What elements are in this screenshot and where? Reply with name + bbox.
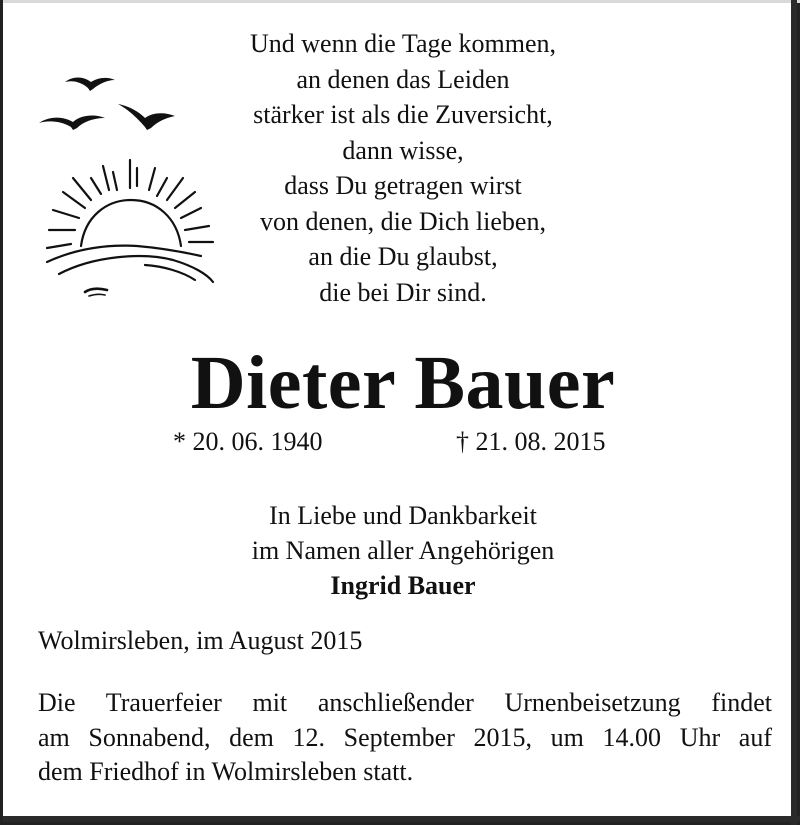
poem-line: stärker ist als die Zuversicht, — [253, 100, 553, 129]
signer-name: Ingrid Bauer — [330, 571, 476, 600]
birds-sunset-icon — [33, 60, 228, 300]
closing-block — [153, 498, 653, 603]
poem — [203, 26, 603, 310]
death-date: † 21. 08. 2015 — [456, 427, 606, 456]
top-edge — [3, 0, 800, 3]
poem-line: die bei Dir sind. — [319, 277, 487, 307]
deceased-name: Dieter Bauer — [190, 341, 616, 425]
closing-line: In Liebe und Dankbarkeit — [269, 501, 537, 530]
place-date: Wolmirsleben, im August 2015 — [38, 626, 363, 655]
poem-line: an die Du glaubst, — [308, 242, 498, 271]
poem-line: dass Du getragen wirst — [284, 171, 522, 200]
poem-line: an denen das Leiden — [296, 64, 510, 94]
poem-line: dann wisse, — [342, 135, 464, 165]
frame-shadow-right — [791, 0, 797, 825]
closing-line: im Namen aller Angehörigen — [251, 536, 555, 565]
funeral-info — [38, 686, 772, 790]
funeral-line: am Sonnabend, dem 12. September 2015, um 14.00 Uhr auf — [38, 722, 772, 752]
funeral-line: dem Friedhof in Wolmirsleben statt. — [38, 757, 414, 786]
funeral-line: Die Trauerfeier mit anschließender Urnenbeisetzung findet — [38, 688, 772, 717]
frame-shadow-bottom — [3, 816, 800, 822]
birth-date: * 20. 06. 1940 — [173, 427, 323, 456]
poem-line: von denen, die Dich lieben, — [260, 206, 546, 236]
poem-line: Und wenn die Tage kommen, — [249, 29, 557, 58]
